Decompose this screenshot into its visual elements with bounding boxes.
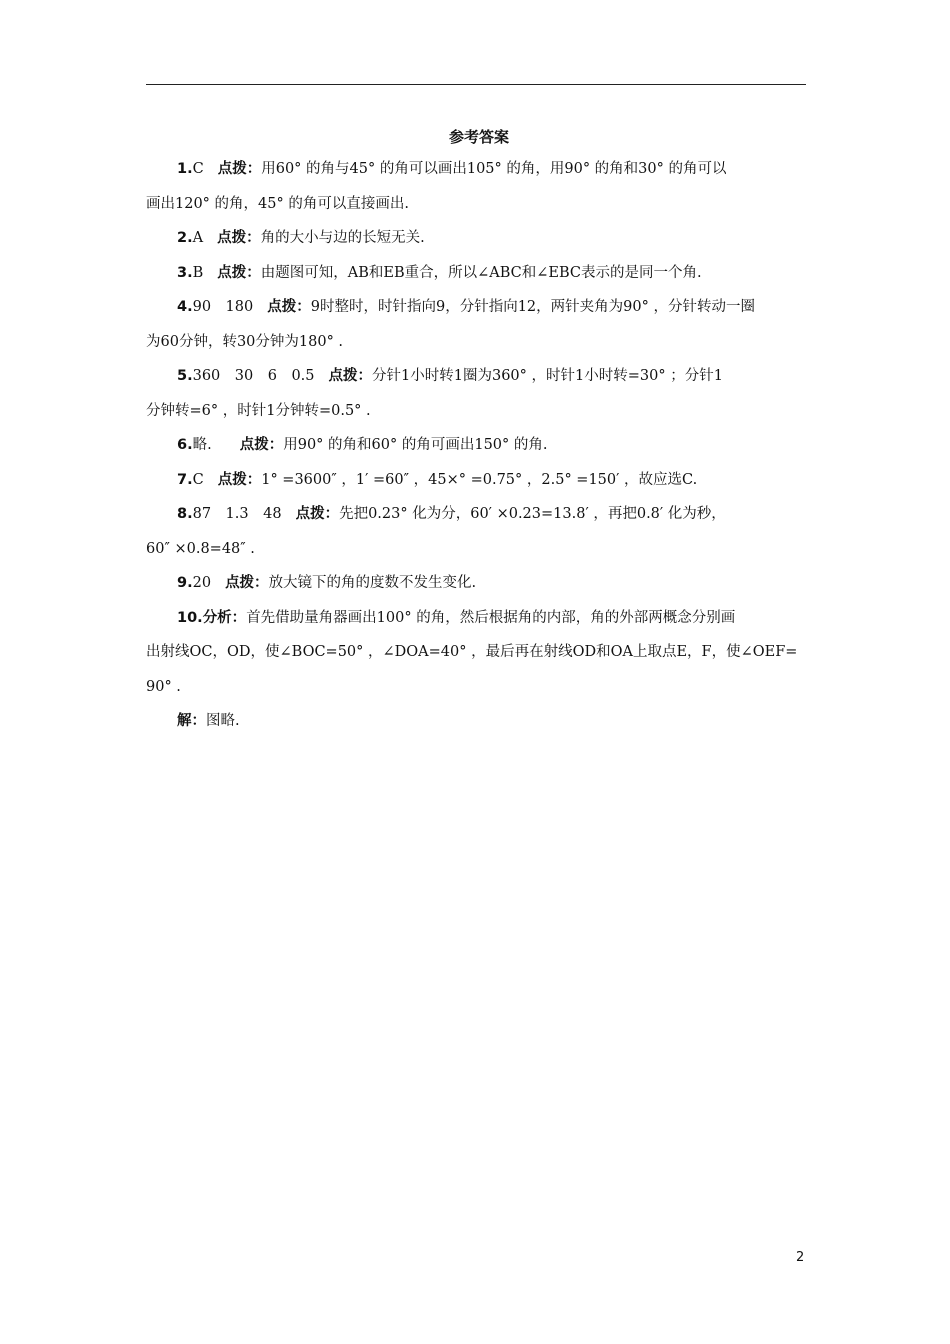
solution [146, 704, 812, 739]
item-label: 点拨： [217, 471, 262, 488]
item-text: 放大镜下的角的度数不发生变化. [268, 575, 477, 591]
item-text: 首先借助量角器画出100° 的角，然后根据角的内部，角的外部两概念分别画 [246, 609, 736, 626]
item-number: 3. [177, 264, 193, 281]
answer-item-1-cont: 画出120° 的角，45° 的角可以直接画出. [146, 195, 409, 212]
answer-item-9 [146, 566, 812, 601]
item-number: 6. [177, 437, 193, 453]
item-answer: 90 180 [192, 299, 254, 315]
page-number: 2 [796, 1250, 805, 1265]
item-answer: B [192, 264, 204, 281]
page-title: 参考答案 [448, 128, 509, 146]
item-text: 用90° 的角和60° 的角可画出150° 的角. [283, 437, 548, 453]
answer-item-4-cont: 为60分钟，转30分钟为180° . [146, 333, 344, 350]
answer-item-6 [146, 428, 812, 463]
answer-item-4 [146, 290, 812, 325]
item-label: 点拨： [217, 230, 261, 246]
answer-item-10-cont: 出射线OC，OD，使∠BOC=50° ，∠DOA=40° ，最后再在射线OD和OA上取点E，F，使∠OEF= [146, 644, 798, 660]
item-label: 点拨： [295, 506, 340, 522]
answer-item-8 [146, 497, 812, 532]
item-label: 点拨： [267, 299, 311, 315]
item-label: 点拨： [328, 368, 373, 384]
item-number: 10. [177, 609, 203, 626]
item-label: 分析： [202, 609, 247, 626]
answer-item-1 [146, 152, 812, 187]
item-number: 4. [177, 299, 193, 315]
item-text: 由题图可知，AB和EB重合，所以∠ABC和∠EBC表示的是同一个角. [260, 264, 702, 281]
item-label: 点拨： [239, 437, 284, 453]
answer-item-5-cont: 分钟转=6° ，时针1分钟转=0.5° . [146, 402, 371, 419]
item-answer: 360 30 6 0.5 [192, 368, 315, 384]
item-number: 5. [177, 368, 193, 384]
item-answer: 20 [192, 575, 212, 591]
item-number: 7. [177, 471, 193, 488]
answer-section [146, 122, 812, 739]
item-number: 9. [177, 575, 193, 591]
answer-item-3 [146, 256, 812, 291]
item-text: 分针1小时转1圈为360° ，时针1小时转=30° ；分针1 [372, 368, 723, 384]
item-answer: C [192, 161, 204, 177]
answer-item-8-cont: 60″ ×0.8=48″ . [146, 540, 255, 557]
answer-item-5 [146, 359, 812, 394]
item-text: 先把0.23° 化为分，60′ ×0.23=13.8′ ，再把0.8′ 化为秒， [339, 506, 726, 522]
item-label: 点拨： [217, 161, 262, 177]
item-text: 1° =3600″ ，1′ =60″ ，45×° =0.75° ，2.5° =150′ ，故应选C. [261, 471, 698, 488]
solution-text: 图略. [206, 713, 240, 729]
item-answer: A [192, 230, 204, 246]
item-answer: 略. [192, 437, 212, 453]
item-answer: C [192, 471, 204, 488]
item-text: 用60° 的角与45° 的角可以画出105° 的角，用90° 的角和30° 的角可以 [261, 161, 727, 177]
item-text: 角的大小与边的长短无关. [260, 230, 425, 246]
answer-item-2 [146, 221, 812, 256]
answer-item-10 [146, 601, 812, 636]
item-answer: 87 1.3 48 [192, 506, 282, 522]
answer-item-10-cont: 90° . [146, 678, 181, 695]
header-rule [146, 84, 806, 85]
item-number: 2. [177, 230, 193, 246]
item-label: 点拨： [225, 575, 269, 591]
item-text: 9时整时，时针指向9，分针指向12，两针夹角为90° ，分针转动一圈 [310, 299, 755, 315]
item-label: 点拨： [217, 264, 261, 281]
solution-label: 解： [177, 713, 206, 729]
item-number: 1. [177, 161, 193, 177]
answer-item-7 [146, 463, 812, 498]
item-number: 8. [177, 506, 193, 522]
